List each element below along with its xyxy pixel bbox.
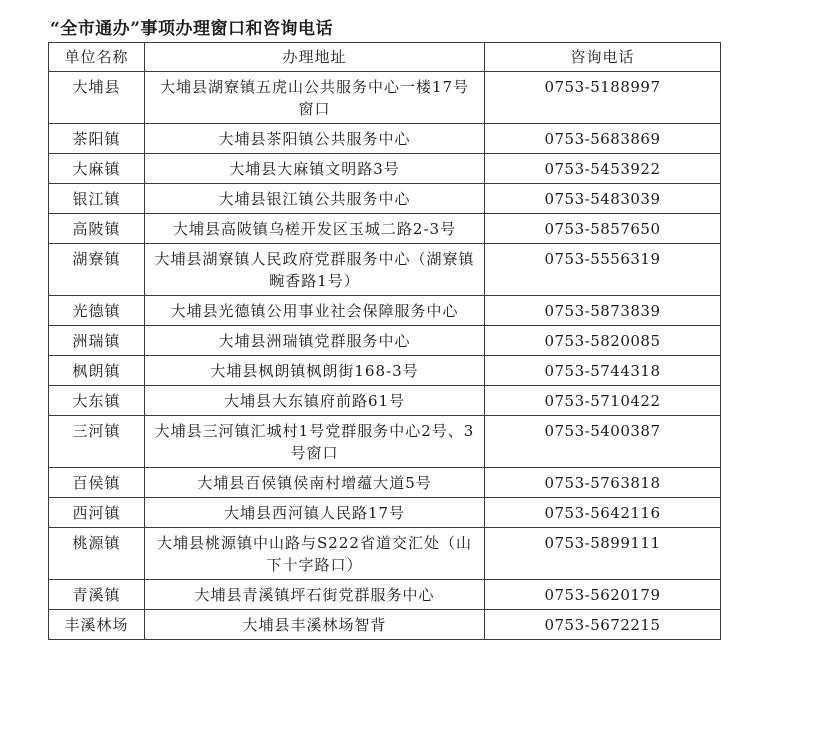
table-row bbox=[49, 416, 721, 468]
table-body bbox=[49, 72, 721, 640]
cell-phone: 0753-5899111 bbox=[485, 528, 721, 580]
cell-phone: 0753-5453922 bbox=[485, 154, 721, 184]
table-row bbox=[49, 124, 721, 154]
page-title: “全市通办”事项办理窗口和咨询电话 bbox=[50, 19, 334, 39]
table-row bbox=[49, 386, 721, 416]
cell-unit: 茶阳镇 bbox=[49, 124, 145, 154]
cell-unit: 枫朗镇 bbox=[49, 356, 145, 386]
cell-phone: 0753-5744318 bbox=[485, 356, 721, 386]
cell-unit: 大麻镇 bbox=[49, 154, 145, 184]
cell-phone: 0753-5672215 bbox=[485, 610, 721, 640]
cell-unit: 百侯镇 bbox=[49, 468, 145, 498]
cell-unit: 丰溪林场 bbox=[49, 610, 145, 640]
cell-phone: 0753-5556319 bbox=[485, 244, 721, 296]
table-row bbox=[49, 214, 721, 244]
table-row bbox=[49, 326, 721, 356]
table-row bbox=[49, 184, 721, 214]
cell-address: 大埔县桃源镇中山路与S222省道交汇处（山下十字路口） bbox=[145, 528, 485, 580]
cell-phone: 0753-5820085 bbox=[485, 326, 721, 356]
table-row bbox=[49, 356, 721, 386]
cell-address: 大埔县洲瑞镇党群服务中心 bbox=[145, 326, 485, 356]
cell-unit: 光德镇 bbox=[49, 296, 145, 326]
header-unit: 单位名称 bbox=[49, 43, 145, 72]
cell-unit: 银江镇 bbox=[49, 184, 145, 214]
cell-unit: 湖寮镇 bbox=[49, 244, 145, 296]
cell-address: 大埔县光德镇公用事业社会保障服务中心 bbox=[145, 296, 485, 326]
cell-unit: 大埔县 bbox=[49, 72, 145, 124]
table-row bbox=[49, 498, 721, 528]
cell-unit: 青溪镇 bbox=[49, 580, 145, 610]
cell-unit: 洲瑞镇 bbox=[49, 326, 145, 356]
contact-table bbox=[48, 42, 721, 640]
cell-address: 大埔县大东镇府前路61号 bbox=[145, 386, 485, 416]
cell-address: 大埔县高陂镇乌槎开发区玉城二路2-3号 bbox=[145, 214, 485, 244]
cell-address: 大埔县湖寮镇五虎山公共服务中心一楼17号窗口 bbox=[145, 72, 485, 124]
cell-address: 大埔县银江镇公共服务中心 bbox=[145, 184, 485, 214]
table-row bbox=[49, 244, 721, 296]
cell-address: 大埔县茶阳镇公共服务中心 bbox=[145, 124, 485, 154]
cell-phone: 0753-5483039 bbox=[485, 184, 721, 214]
table-row bbox=[49, 610, 721, 640]
cell-unit: 高陂镇 bbox=[49, 214, 145, 244]
cell-address: 大埔县大麻镇文明路3号 bbox=[145, 154, 485, 184]
cell-address: 大埔县湖寮镇人民政府党群服务中心（湖寮镇畹香路1号） bbox=[145, 244, 485, 296]
cell-phone: 0753-5188997 bbox=[485, 72, 721, 124]
cell-phone: 0753-5642116 bbox=[485, 498, 721, 528]
cell-unit: 桃源镇 bbox=[49, 528, 145, 580]
cell-phone: 0753-5873839 bbox=[485, 296, 721, 326]
cell-unit: 西河镇 bbox=[49, 498, 145, 528]
header-phone: 咨询电话 bbox=[485, 43, 721, 72]
cell-address: 大埔县百侯镇侯南村增蕴大道5号 bbox=[145, 468, 485, 498]
header-address: 办理地址 bbox=[145, 43, 485, 72]
cell-address: 大埔县枫朗镇枫朗街168-3号 bbox=[145, 356, 485, 386]
table-header-row bbox=[49, 43, 721, 72]
table-row bbox=[49, 468, 721, 498]
cell-phone: 0753-5857650 bbox=[485, 214, 721, 244]
cell-address: 大埔县青溪镇坪石街党群服务中心 bbox=[145, 580, 485, 610]
table-row bbox=[49, 296, 721, 326]
cell-address: 大埔县三河镇汇城村1号党群服务中心2号、3号窗口 bbox=[145, 416, 485, 468]
table-row bbox=[49, 528, 721, 580]
cell-phone: 0753-5683869 bbox=[485, 124, 721, 154]
cell-unit: 大东镇 bbox=[49, 386, 145, 416]
table-row bbox=[49, 154, 721, 184]
cell-phone: 0753-5620179 bbox=[485, 580, 721, 610]
cell-phone: 0753-5400387 bbox=[485, 416, 721, 468]
table-row bbox=[49, 72, 721, 124]
cell-unit: 三河镇 bbox=[49, 416, 145, 468]
cell-phone: 0753-5710422 bbox=[485, 386, 721, 416]
cell-address: 大埔县西河镇人民路17号 bbox=[145, 498, 485, 528]
cell-phone: 0753-5763818 bbox=[485, 468, 721, 498]
table-row bbox=[49, 580, 721, 610]
cell-address: 大埔县丰溪林场智背 bbox=[145, 610, 485, 640]
